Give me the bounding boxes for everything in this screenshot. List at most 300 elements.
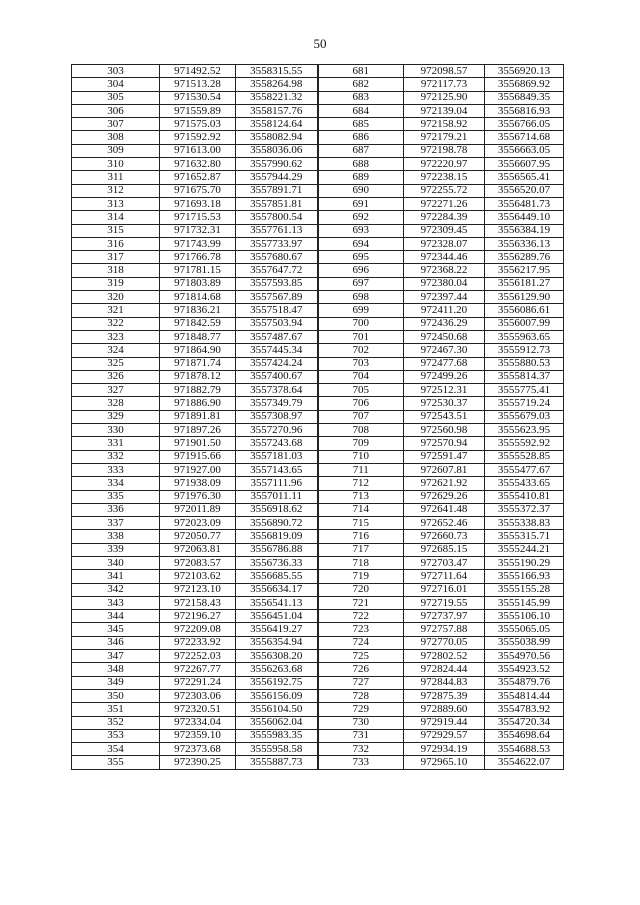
x-coordinate-cell: 971530.54	[160, 91, 236, 104]
x-coordinate-cell: 972499.26	[404, 370, 485, 383]
point-number-cell: 712	[318, 477, 404, 490]
table-row	[72, 317, 564, 330]
table-row	[72, 477, 564, 490]
table-row	[72, 410, 564, 423]
x-coordinate-cell: 972711.64	[404, 570, 485, 583]
y-coordinate-cell: 3556918.62	[236, 503, 318, 516]
y-coordinate-cell: 3556449.10	[485, 211, 564, 224]
y-coordinate-cell: 3556685.55	[236, 570, 318, 583]
x-coordinate-cell: 971901.50	[160, 437, 236, 450]
y-coordinate-cell: 3555038.99	[485, 636, 564, 649]
point-number-cell: 682	[318, 78, 404, 91]
y-coordinate-cell: 3555315.71	[485, 530, 564, 543]
y-coordinate-cell: 3556104.50	[236, 703, 318, 716]
x-coordinate-cell: 971575.03	[160, 118, 236, 131]
y-coordinate-cell: 3558157.76	[236, 104, 318, 117]
x-coordinate-cell: 972255.72	[404, 184, 485, 197]
x-coordinate-cell: 972139.04	[404, 104, 485, 117]
point-number-cell: 696	[318, 264, 404, 277]
point-number-cell: 730	[318, 716, 404, 729]
table-row	[72, 450, 564, 463]
point-number-cell: 309	[72, 144, 160, 157]
y-coordinate-cell: 3555065.05	[485, 623, 564, 636]
x-coordinate-cell: 972359.10	[160, 729, 236, 742]
point-number-cell: 726	[318, 663, 404, 676]
coordinates-table	[71, 64, 564, 770]
point-number-cell: 325	[72, 357, 160, 370]
point-number-cell: 312	[72, 184, 160, 197]
x-coordinate-cell: 972512.31	[404, 384, 485, 397]
y-coordinate-cell: 3555963.65	[485, 330, 564, 343]
table-row	[72, 729, 564, 742]
table-row	[72, 211, 564, 224]
x-coordinate-cell: 972530.37	[404, 397, 485, 410]
x-coordinate-cell: 971675.70	[160, 184, 236, 197]
table-row	[72, 703, 564, 716]
x-coordinate-cell: 972380.04	[404, 277, 485, 290]
x-coordinate-cell: 971848.77	[160, 330, 236, 343]
x-coordinate-cell: 972802.52	[404, 650, 485, 663]
point-number-cell: 326	[72, 370, 160, 383]
point-number-cell: 316	[72, 237, 160, 250]
point-number-cell: 355	[72, 756, 160, 769]
point-number-cell: 687	[318, 144, 404, 157]
y-coordinate-cell: 3556086.61	[485, 304, 564, 317]
x-coordinate-cell: 971766.78	[160, 251, 236, 264]
y-coordinate-cell: 3556869.92	[485, 78, 564, 91]
y-coordinate-cell: 3555592.92	[485, 437, 564, 450]
table-row	[72, 264, 564, 277]
point-number-cell: 329	[72, 410, 160, 423]
point-number-cell: 310	[72, 158, 160, 171]
y-coordinate-cell: 3558124.64	[236, 118, 318, 131]
point-number-cell: 353	[72, 729, 160, 742]
x-coordinate-cell: 972629.26	[404, 490, 485, 503]
x-coordinate-cell: 972411.20	[404, 304, 485, 317]
point-number-cell: 318	[72, 264, 160, 277]
point-number-cell: 701	[318, 330, 404, 343]
point-number-cell: 727	[318, 676, 404, 689]
point-number-cell: 319	[72, 277, 160, 290]
x-coordinate-cell: 972570.94	[404, 437, 485, 450]
point-number-cell: 342	[72, 583, 160, 596]
y-coordinate-cell: 3556607.95	[485, 158, 564, 171]
point-number-cell: 321	[72, 304, 160, 317]
point-number-cell: 343	[72, 596, 160, 609]
table-row	[72, 503, 564, 516]
point-number-cell: 708	[318, 424, 404, 437]
table-row	[72, 384, 564, 397]
table-row	[72, 543, 564, 556]
y-coordinate-cell: 3556816.93	[485, 104, 564, 117]
x-coordinate-cell: 972607.81	[404, 463, 485, 476]
x-coordinate-cell: 972125.90	[404, 91, 485, 104]
x-coordinate-cell: 972291.24	[160, 676, 236, 689]
point-number-cell: 724	[318, 636, 404, 649]
point-number-cell: 346	[72, 636, 160, 649]
x-coordinate-cell: 971976.30	[160, 490, 236, 503]
y-coordinate-cell: 3555372.37	[485, 503, 564, 516]
x-coordinate-cell: 972934.19	[404, 743, 485, 756]
y-coordinate-cell: 3558264.98	[236, 78, 318, 91]
y-coordinate-cell: 3556289.76	[485, 251, 564, 264]
x-coordinate-cell: 972390.25	[160, 756, 236, 769]
point-number-cell: 681	[318, 65, 404, 78]
point-number-cell: 718	[318, 556, 404, 569]
y-coordinate-cell: 3557181.03	[236, 450, 318, 463]
table-row	[72, 463, 564, 476]
x-coordinate-cell: 972303.06	[160, 689, 236, 702]
x-coordinate-cell: 972328.07	[404, 237, 485, 250]
x-coordinate-cell: 971803.89	[160, 277, 236, 290]
x-coordinate-cell: 972098.57	[404, 65, 485, 78]
y-coordinate-cell: 3555410.81	[485, 490, 564, 503]
y-coordinate-cell: 3557733.97	[236, 237, 318, 250]
point-number-cell: 308	[72, 131, 160, 144]
y-coordinate-cell: 3555477.67	[485, 463, 564, 476]
point-number-cell: 706	[318, 397, 404, 410]
x-coordinate-cell: 972284.39	[404, 211, 485, 224]
x-coordinate-cell: 972467.30	[404, 344, 485, 357]
x-coordinate-cell: 971836.21	[160, 304, 236, 317]
y-coordinate-cell: 3556890.72	[236, 517, 318, 530]
x-coordinate-cell: 972652.46	[404, 517, 485, 530]
y-coordinate-cell: 3557111.96	[236, 477, 318, 490]
table-row	[72, 636, 564, 649]
page-number: 50	[313, 36, 327, 51]
point-number-cell: 340	[72, 556, 160, 569]
point-number-cell: 305	[72, 91, 160, 104]
point-number-cell: 693	[318, 224, 404, 237]
point-number-cell: 330	[72, 424, 160, 437]
point-number-cell: 323	[72, 330, 160, 343]
x-coordinate-cell: 971882.79	[160, 384, 236, 397]
x-coordinate-cell: 972158.43	[160, 596, 236, 609]
y-coordinate-cell: 3555166.93	[485, 570, 564, 583]
x-coordinate-cell: 972373.68	[160, 743, 236, 756]
point-number-cell: 731	[318, 729, 404, 742]
point-number-cell: 728	[318, 689, 404, 702]
x-coordinate-cell: 972824.44	[404, 663, 485, 676]
point-number-cell: 324	[72, 344, 160, 357]
y-coordinate-cell: 3557378.64	[236, 384, 318, 397]
x-coordinate-cell: 972209.08	[160, 623, 236, 636]
point-number-cell: 691	[318, 197, 404, 210]
y-coordinate-cell: 3557647.72	[236, 264, 318, 277]
y-coordinate-cell: 3557990.62	[236, 158, 318, 171]
x-coordinate-cell: 972220.97	[404, 158, 485, 171]
point-number-cell: 338	[72, 530, 160, 543]
y-coordinate-cell: 3556062.04	[236, 716, 318, 729]
point-number-cell: 702	[318, 344, 404, 357]
y-coordinate-cell: 3556192.75	[236, 676, 318, 689]
y-coordinate-cell: 3556819.09	[236, 530, 318, 543]
y-coordinate-cell: 3555106.10	[485, 610, 564, 623]
table-row	[72, 437, 564, 450]
y-coordinate-cell: 3556384.19	[485, 224, 564, 237]
y-coordinate-cell: 3555433.65	[485, 477, 564, 490]
point-number-cell: 332	[72, 450, 160, 463]
y-coordinate-cell: 3557445.34	[236, 344, 318, 357]
x-coordinate-cell: 972023.09	[160, 517, 236, 530]
point-number-cell: 684	[318, 104, 404, 117]
x-coordinate-cell: 972919.44	[404, 716, 485, 729]
table-row	[72, 623, 564, 636]
y-coordinate-cell: 3555145.99	[485, 596, 564, 609]
y-coordinate-cell: 3557424.24	[236, 357, 318, 370]
x-coordinate-cell: 971732.31	[160, 224, 236, 237]
x-coordinate-cell: 972719.55	[404, 596, 485, 609]
y-coordinate-cell: 3557593.85	[236, 277, 318, 290]
y-coordinate-cell: 3556541.13	[236, 596, 318, 609]
x-coordinate-cell: 972875.39	[404, 689, 485, 702]
point-number-cell: 707	[318, 410, 404, 423]
table-row	[72, 184, 564, 197]
point-number-cell: 715	[318, 517, 404, 530]
y-coordinate-cell: 3556736.33	[236, 556, 318, 569]
y-coordinate-cell: 3557851.81	[236, 197, 318, 210]
point-number-cell: 688	[318, 158, 404, 171]
x-coordinate-cell: 971897.26	[160, 424, 236, 437]
x-coordinate-cell: 972543.51	[404, 410, 485, 423]
y-coordinate-cell: 3558036.06	[236, 144, 318, 157]
y-coordinate-cell: 3557800.54	[236, 211, 318, 224]
table-row	[72, 370, 564, 383]
y-coordinate-cell: 3558315.55	[236, 65, 318, 78]
point-number-cell: 709	[318, 437, 404, 450]
table-row	[72, 716, 564, 729]
x-coordinate-cell: 972233.92	[160, 636, 236, 649]
point-number-cell: 337	[72, 517, 160, 530]
x-coordinate-cell: 972050.77	[160, 530, 236, 543]
y-coordinate-cell: 3557567.89	[236, 291, 318, 304]
y-coordinate-cell: 3555814.37	[485, 370, 564, 383]
point-number-cell: 314	[72, 211, 160, 224]
table-row	[72, 158, 564, 171]
y-coordinate-cell: 3554879.76	[485, 676, 564, 689]
point-number-cell: 307	[72, 118, 160, 131]
point-number-cell: 711	[318, 463, 404, 476]
table-row	[72, 78, 564, 91]
x-coordinate-cell: 972621.92	[404, 477, 485, 490]
point-number-cell: 311	[72, 171, 160, 184]
x-coordinate-cell: 972344.46	[404, 251, 485, 264]
x-coordinate-cell: 971492.52	[160, 65, 236, 78]
x-coordinate-cell: 972641.48	[404, 503, 485, 516]
x-coordinate-cell: 971842.59	[160, 317, 236, 330]
y-coordinate-cell: 3558082.94	[236, 131, 318, 144]
x-coordinate-cell: 971715.53	[160, 211, 236, 224]
point-number-cell: 729	[318, 703, 404, 716]
x-coordinate-cell: 971592.92	[160, 131, 236, 144]
point-number-cell: 315	[72, 224, 160, 237]
y-coordinate-cell: 3555775.41	[485, 384, 564, 397]
point-number-cell: 690	[318, 184, 404, 197]
table-row	[72, 197, 564, 210]
point-number-cell: 317	[72, 251, 160, 264]
y-coordinate-cell: 3556308.20	[236, 650, 318, 663]
point-number-cell: 335	[72, 490, 160, 503]
point-number-cell: 334	[72, 477, 160, 490]
x-coordinate-cell: 972158.92	[404, 118, 485, 131]
table-row	[72, 224, 564, 237]
table-row	[72, 291, 564, 304]
table-row	[72, 530, 564, 543]
table-row	[72, 743, 564, 756]
table-row	[72, 357, 564, 370]
x-coordinate-cell: 972757.88	[404, 623, 485, 636]
x-coordinate-cell: 972063.81	[160, 543, 236, 556]
point-number-cell: 685	[318, 118, 404, 131]
y-coordinate-cell: 3557270.96	[236, 424, 318, 437]
x-coordinate-cell: 972703.47	[404, 556, 485, 569]
x-coordinate-cell: 972591.47	[404, 450, 485, 463]
x-coordinate-cell: 972436.29	[404, 317, 485, 330]
point-number-cell: 699	[318, 304, 404, 317]
point-number-cell: 714	[318, 503, 404, 516]
point-number-cell: 698	[318, 291, 404, 304]
point-number-cell: 710	[318, 450, 404, 463]
point-number-cell: 705	[318, 384, 404, 397]
table-row	[72, 517, 564, 530]
table-row	[72, 304, 564, 317]
x-coordinate-cell: 972238.15	[404, 171, 485, 184]
y-coordinate-cell: 3556181.27	[485, 277, 564, 290]
y-coordinate-cell: 3558221.32	[236, 91, 318, 104]
x-coordinate-cell: 972117.73	[404, 78, 485, 91]
point-number-cell: 327	[72, 384, 160, 397]
x-coordinate-cell: 971559.89	[160, 104, 236, 117]
point-number-cell: 304	[72, 78, 160, 91]
y-coordinate-cell: 3555528.85	[485, 450, 564, 463]
x-coordinate-cell: 972309.45	[404, 224, 485, 237]
point-number-cell: 354	[72, 743, 160, 756]
x-coordinate-cell: 972716.01	[404, 583, 485, 596]
point-number-cell: 683	[318, 91, 404, 104]
y-coordinate-cell: 3554970.56	[485, 650, 564, 663]
y-coordinate-cell: 3556129.90	[485, 291, 564, 304]
y-coordinate-cell: 3555155.28	[485, 583, 564, 596]
point-number-cell: 347	[72, 650, 160, 663]
table-row	[72, 277, 564, 290]
y-coordinate-cell: 3556481.73	[485, 197, 564, 210]
x-coordinate-cell: 972965.10	[404, 756, 485, 769]
point-number-cell: 320	[72, 291, 160, 304]
table-row	[72, 65, 564, 78]
y-coordinate-cell: 3555679.03	[485, 410, 564, 423]
point-number-cell: 303	[72, 65, 160, 78]
x-coordinate-cell: 972103.62	[160, 570, 236, 583]
table-row	[72, 104, 564, 117]
x-coordinate-cell: 972083.57	[160, 556, 236, 569]
x-coordinate-cell: 971781.15	[160, 264, 236, 277]
point-number-cell: 339	[72, 543, 160, 556]
point-number-cell: 350	[72, 689, 160, 702]
y-coordinate-cell: 3554622.07	[485, 756, 564, 769]
y-coordinate-cell: 3556354.94	[236, 636, 318, 649]
x-coordinate-cell: 972844.83	[404, 676, 485, 689]
point-number-cell: 333	[72, 463, 160, 476]
x-coordinate-cell: 972368.22	[404, 264, 485, 277]
y-coordinate-cell: 3556336.13	[485, 237, 564, 250]
point-number-cell: 322	[72, 317, 160, 330]
x-coordinate-cell: 971613.00	[160, 144, 236, 157]
table-row	[72, 251, 564, 264]
x-coordinate-cell: 971938.09	[160, 477, 236, 490]
point-number-cell: 716	[318, 530, 404, 543]
y-coordinate-cell: 3555719.24	[485, 397, 564, 410]
table-row	[72, 650, 564, 663]
table-row	[72, 490, 564, 503]
y-coordinate-cell: 3556786.88	[236, 543, 318, 556]
x-coordinate-cell: 972397.44	[404, 291, 485, 304]
point-number-cell: 306	[72, 104, 160, 117]
y-coordinate-cell: 3556156.09	[236, 689, 318, 702]
y-coordinate-cell: 3555912.73	[485, 344, 564, 357]
x-coordinate-cell: 971652.87	[160, 171, 236, 184]
x-coordinate-cell: 971814.68	[160, 291, 236, 304]
point-number-cell: 720	[318, 583, 404, 596]
point-number-cell: 328	[72, 397, 160, 410]
point-number-cell: 349	[72, 676, 160, 689]
y-coordinate-cell: 3557349.79	[236, 397, 318, 410]
x-coordinate-cell: 971513.28	[160, 78, 236, 91]
y-coordinate-cell: 3557487.67	[236, 330, 318, 343]
table-row	[72, 610, 564, 623]
table-row	[72, 689, 564, 702]
point-number-cell: 723	[318, 623, 404, 636]
y-coordinate-cell: 3555338.83	[485, 517, 564, 530]
point-number-cell: 348	[72, 663, 160, 676]
x-coordinate-cell: 972011.89	[160, 503, 236, 516]
y-coordinate-cell: 3557400.67	[236, 370, 318, 383]
x-coordinate-cell: 972320.51	[160, 703, 236, 716]
y-coordinate-cell: 3555880.53	[485, 357, 564, 370]
x-coordinate-cell: 972660.73	[404, 530, 485, 543]
y-coordinate-cell: 3557308.97	[236, 410, 318, 423]
point-number-cell: 717	[318, 543, 404, 556]
y-coordinate-cell: 3554720.34	[485, 716, 564, 729]
x-coordinate-cell: 972334.04	[160, 716, 236, 729]
y-coordinate-cell: 3556419.27	[236, 623, 318, 636]
y-coordinate-cell: 3556920.13	[485, 65, 564, 78]
y-coordinate-cell: 3557761.13	[236, 224, 318, 237]
y-coordinate-cell: 3557891.71	[236, 184, 318, 197]
point-number-cell: 695	[318, 251, 404, 264]
table-row	[72, 131, 564, 144]
y-coordinate-cell: 3556634.17	[236, 583, 318, 596]
y-coordinate-cell: 3557680.67	[236, 251, 318, 264]
x-coordinate-cell: 971878.12	[160, 370, 236, 383]
y-coordinate-cell: 3555983.35	[236, 729, 318, 742]
x-coordinate-cell: 972685.15	[404, 543, 485, 556]
x-coordinate-cell: 971915.66	[160, 450, 236, 463]
x-coordinate-cell: 972737.97	[404, 610, 485, 623]
table-row	[72, 556, 564, 569]
y-coordinate-cell: 3557011.11	[236, 490, 318, 503]
y-coordinate-cell: 3556565.41	[485, 171, 564, 184]
table-row	[72, 424, 564, 437]
point-number-cell: 721	[318, 596, 404, 609]
y-coordinate-cell: 3555623.95	[485, 424, 564, 437]
point-number-cell: 694	[318, 237, 404, 250]
x-coordinate-cell: 971693.18	[160, 197, 236, 210]
y-coordinate-cell: 3554783.92	[485, 703, 564, 716]
y-coordinate-cell: 3555244.21	[485, 543, 564, 556]
y-coordinate-cell: 3556849.35	[485, 91, 564, 104]
table-row	[72, 676, 564, 689]
y-coordinate-cell: 3556663.05	[485, 144, 564, 157]
